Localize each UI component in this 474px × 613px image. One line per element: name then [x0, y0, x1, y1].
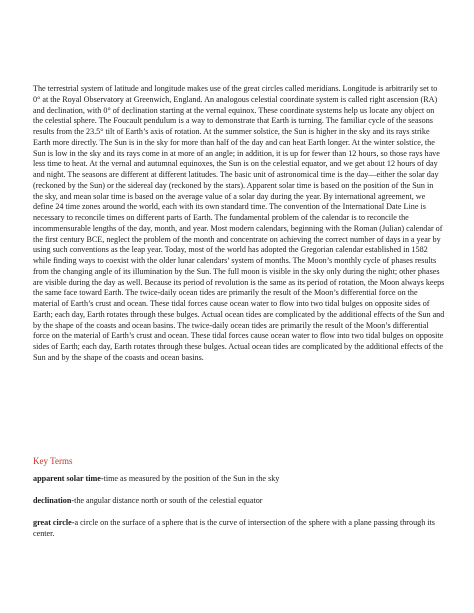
key-term-item — [33, 518, 443, 540]
key-term-name: declination- — [33, 496, 75, 505]
key-term-item — [33, 496, 443, 507]
key-term-definition: a circle on the surface of a sphere that is the curve of intersection of the sphere with a plane passing through its center. — [33, 518, 435, 538]
key-term-definition: time as measured by the position of the Sun in the sky — [103, 474, 280, 483]
key-term-name: apparent solar time- — [33, 474, 104, 483]
key-term-item — [33, 474, 443, 485]
key-term-definition: the angular distance north or south of the celestial equator — [74, 496, 263, 505]
summary-paragraph: The terrestrial system of latitude and longitude makes use of the great circles called meridians. Longitude is arbitrarily set to 0° at the Royal Observatory at Greenwich, England. An analogous celestial coordinate system is called right ascension (RA) and declination, with 0° of declination starting at the vernal equinox. These coordinate systems help us locate any object on the celestial sphere. The Foucault pendulum is a way to demonstrate that Earth is turning. The familiar cycle of the seasons results from the 23.5° tilt of Earth’s axis of rotation. At the summer solstice, the Sun is higher in the sky and its rays strike Earth more directly. The Sun is in the sky for more than half of the day and can heat Earth longer. At the winter solstice, the Sun is low in the sky and its rays come in at more of an angle; in addition, it is up for fewer than 12 hours, so those rays have less time to heat. At the vernal and autumnal equinoxes, the Sun is on the celestial equator, and we get about 12 hours of day and night. The seasons are different at different latitudes. The basic unit of astronomical time is the day—either the solar day (reckoned by the Sun) or the sidereal day (reckoned by the stars). Apparent solar time is based on the position of the Sun in the sky, and mean solar time is based on the average value of a solar day during the year. By international agreement, we define 24 time zones around the world, each with its own standard time. The convention of the International Date Line is necessary to reconcile times on different parts of Earth. The fundamental problem of the calendar is to reconcile the incommensurable lengths of the day, month, and year. Most modern calendars, beginning with the Roman (Julian) calendar of the first century BCE, neglect the problem of the month and concentrate on achieving the correct number of days in a year by using such conventions as the leap year. Today, most of the world has adopted the Gregorian calendar established in 1582 while finding ways to coexist with the older lunar calendars’ system of months. The Moon’s monthly cycle of phases results from the changing angle of its illumination by the Sun. The full moon is visible in the sky only during the night; other phases are visible during the day as well. Because its period of revolution is the same as its period of rotation, the Moon always keeps the same face toward Earth. The twice-daily ocean tides are primarily the result of the Moon’s differential force on the material of Earth’s crust and ocean. These tidal forces cause ocean water to flow into two tidal bulges on opposite sides of Earth; each day, Earth rotates through these bulges. Actual ocean tides are complicated by the additional effects of the Sun and by the shape of the coasts and ocean basins. The twice-daily ocean tides are primarily the result of the Moon’s differential force on the material of Earth’s crust and ocean. These tidal forces cause ocean water to flow into two tidal bulges on opposite sides of Earth; each day, Earth rotates through these bulges. Actual ocean tides are complicated by the additional effects of the Sun and by the shape of the coasts and ocean basins. — [33, 84, 445, 362]
key-term-name: great circle- — [33, 518, 75, 527]
key-terms-heading: Key Terms — [33, 456, 73, 466]
